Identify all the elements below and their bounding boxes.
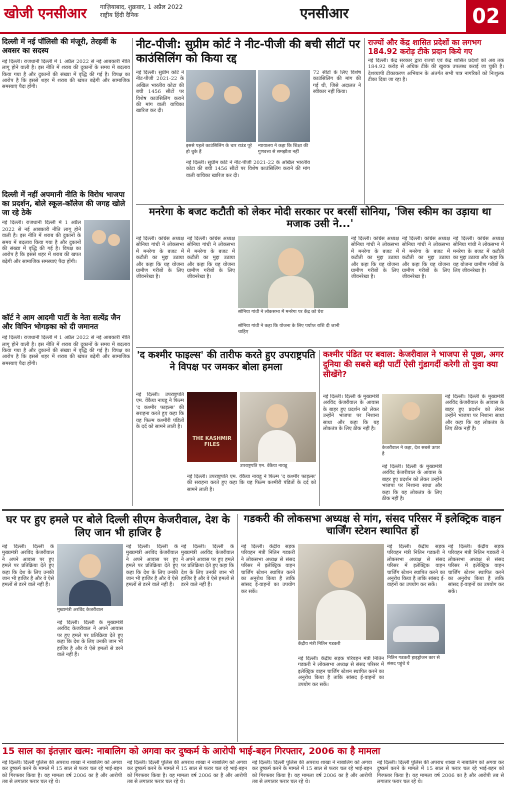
neet-headline: नीट-पीजी: सुप्रीम कोर्ट ने नीट-पीजी की बची सीटों पर काउंसिलिंग को किया रद्द <box>136 37 360 65</box>
kashmir-files-headline: 'द कश्मीर फाइल्स' की तारीफ करते हुए उपराष्ट्रपति ने विपक्ष पर जमकर बोला हमला <box>136 350 316 373</box>
sonia-body-col1: नई दिल्ली। कांग्रेस अध्यक्ष सोनिया गांधी ने लोकसभा में मनरेगा के बजट में कटौती का मुद्दा उठाया और कहा कि यह योजना ग्रामीण गरीबों के लिए जीवनरेखा है। <box>136 236 184 281</box>
sonia-photo-caption: सोनिया गांधी ने लोकसभा में मनरेगा पर केंद्र को घेरा <box>238 310 324 315</box>
kejriwal-pandit-body-col3: नई दिल्ली। दिल्ली के मुख्यमंत्री अरविंद केजरीवाल के आवास के बाहर हुए प्रदर्शन को लेकर उन्होंने भाजपा पर निशाना साधा और कहा कि यह लोकतंत्र के लिए ठीक नहीं है। <box>445 394 504 433</box>
kejriwal-attack-body-col4: नई दिल्ली। दिल्ली के मुख्यमंत्री अरविंद केजरीवाल ने अपने आवास पर हुए हमले पर प्रतिक्रिया देते हुए कहा कि देश के लिए उनकी जान भी हाजिर है और वे ऐसे हमलों से डरने वाले नहीं हैं। <box>181 544 234 589</box>
neet-students-photo <box>186 70 256 142</box>
kashmir-files-poster <box>187 392 237 462</box>
kejriwal-pandit-body-col1: नई दिल्ली। दिल्ली के मुख्यमंत्री अरविंद केजरीवाल के आवास के बाहर हुए प्रदर्शन को लेकर उन्होंने भाजपा पर निशाना साधा और कहा कि यह लोकतंत्र के लिए ठीक नहीं है। <box>323 394 379 433</box>
neet-body-cont: नई दिल्ली। सुप्रीम कोर्ट ने नीट-पीजी 2021-22 के अखिल भारतीय कोटा की बची 1456 सीटों पर विशेष काउंसिलिंग कराने की मांग वाली याचिका खारिज कर दी। <box>186 160 310 179</box>
vice-president-caption: उपराष्ट्रपति एम. वेंकैया नायडू <box>240 464 288 469</box>
kashmir-files-body-col1: नई दिल्ली। उपराष्ट्रपति एम. वेंकैया नायडू ने फिल्म 'द कश्मीर फाइल्स' की सराहना करते हुए कहा कि यह फिल्म कश्मीरी पंडितों के दर्द को सामने लाती है। <box>136 392 184 431</box>
kejriwal-attack-body-col1: नई दिल्ली। दिल्ली के मुख्यमंत्री अरविंद केजरीवाल ने अपने आवास पर हुए हमले पर प्रतिक्रिया देते हुए कहा कि देश के लिए उनकी जान भी हाजिर है और वे ऐसे हमलों से डरने वाले नहीं हैं। <box>2 544 54 589</box>
neet-protest-photo <box>258 70 310 142</box>
sonia-body-col4: नई दिल्ली। कांग्रेस अध्यक्ष सोनिया गांधी ने लोकसभा में मनरेगा के बजट में कटौती का मुद्दा उठाया और कहा कि यह योजना ग्रामीण गरीबों के लिए जीवनरेखा है। <box>402 236 450 281</box>
left-story3-headline: कॉर्ट ने आम आदमी पार्टी के नेता सत्येंद्र जैन और विपिन भोगड़का को दी जमानत <box>2 313 121 332</box>
sonia-headline: मनरेगा के बजट कटौती को लेकर मोदी सरकार पर बरसीं सोनिया, 'जिस स्कीम का उड़ाया था मजाक उसी ने...' <box>149 207 491 231</box>
bottom-body-col4: नई दिल्ली। दिल्ली पुलिस की अपराध शाखा ने नाबालिग को अगवा कर दुष्कर्म करने के मामले में 15 साल से फरार चल रहे भाई-बहन को गिरफ्तार किया है। यह मामला वर्ष 2006 का है और आरोपी तब से लगातार फरार चल रहे थे। <box>377 760 504 786</box>
sonia-body-col5: नई दिल्ली। कांग्रेस अध्यक्ष सोनिया गांधी ने लोकसभा में मनरेगा के बजट में कटौती का मुद्दा उठाया और कहा कि यह योजना ग्रामीण गरीबों के लिए जीवनरेखा है। <box>453 236 504 275</box>
left-story2-headline: दिल्ली में नहीं अपमानी नीति के विरोध भाजपा का प्रदर्शन, बोले स्कूल-कॉलेज की जगह खोले जा रहे ठेके <box>2 189 126 217</box>
bottom-body-col2: नई दिल्ली। दिल्ली पुलिस की अपराध शाखा ने नाबालिग को अगवा कर दुष्कर्म करने के मामले में 15 साल से फरार चल रहे भाई-बहन को गिरफ्तार किया है। यह मामला वर्ष 2006 का है और आरोपी तब से लगातार फरार चल रहे थे। <box>127 760 247 786</box>
neet-col3-body: 72 सीटों के लिए विशेष काउंसिलिंग की मांग की गई थी, जिसे अदालत ने स्वीकार नहीं किया। <box>313 70 361 96</box>
neet-photo2-caption: न्यायालय ने कहा कि शिक्षा की गुणवत्ता से समझौता नहीं <box>258 144 309 155</box>
gadkari-body-col2: नई दिल्ली। केंद्रीय सड़क परिवहन मंत्री नितिन गडकरी ने लोकसभा अध्यक्ष से संसद परिसर में इलेक्ट्रिक वाहन चार्जिंग स्टेशन स्थापित करने का अनुरोध किया है ताकि सांसद ई-वाहनों का उपयोग कर सकें। <box>298 656 384 688</box>
vaccine-body: नई दिल्ली। केंद्र सरकार द्वारा राज्यों एवं केंद्र शासित प्रदेशों को अब तक 184.92 करोड़ से अधिक टीके की खुराक उपलब्ध कराई जा चुकी है। देशव्यापी टीकाकरण अभियान के अंतर्गत सभी पात्र नागरिकों को निःशुल्क टीका दिया जा रहा है। <box>368 58 504 84</box>
hydrogen-car-photo <box>387 604 445 654</box>
sonia-body-col2: नई दिल्ली। कांग्रेस अध्यक्ष सोनिया गांधी ने लोकसभा में मनरेगा के बजट में कटौती का मुद्दा उठाया और कहा कि यह योजना ग्रामीण गरीबों के लिए जीवनरेखा है। <box>187 236 235 281</box>
issue-tagline: राष्ट्रीय हिंदी दैनिक <box>100 12 139 19</box>
bottom-headline-text: 15 साल का इंतज़ार खत्म: नाबालिग को अगवा कर दुष्कर्म के आरोपी भाई-बहन गिरफ्तार, 2006 का है मामला <box>2 746 381 757</box>
kashmir-files-body-col2: नई दिल्ली। उपराष्ट्रपति एम. वेंकैया नायडू ने फिल्म 'द कश्मीर फाइल्स' की सराहना करते हुए कहा कि यह फिल्म कश्मीरी पंडितों के दर्द को सामने लाती है। <box>187 474 316 493</box>
sonia-body-col3: नई दिल्ली। कांग्रेस अध्यक्ष सोनिया गांधी ने लोकसभा में मनरेगा के बजट में कटौती का मुद्दा उठाया और कहा कि यह योजना ग्रामीण गरीबों के लिए जीवनरेखा है। <box>351 236 399 281</box>
section-title: एनसीआर <box>300 6 349 22</box>
gadkari-photo-caption: केंद्रीय मंत्री नितिन गडकरी <box>298 642 341 647</box>
kejriwal-pandit-photo <box>382 394 442 444</box>
neet-body: नई दिल्ली। सुप्रीम कोर्ट ने नीट-पीजी 2021-22 के अखिल भारतीय कोटा की बची 1456 सीटों पर विशेष काउंसिलिंग कराने की मांग वाली याचिका खारिज कर दी। <box>136 70 184 115</box>
kejriwal-attack-body-col3: नई दिल्ली। दिल्ली के मुख्यमंत्री अरविंद केजरीवाल ने अपने आवास पर हुए हमले पर प्रतिक्रिया देते हुए कहा कि देश के लिए उनकी जान भी हाजिर है और वे ऐसे हमलों से डरने वाले नहीं हैं। <box>126 544 178 589</box>
kejriwal-attack-headline: घर पर हुए हमले पर बोले दिल्ली सीएम केजरीवाल, देश के लिए जान भी हाजिर है <box>6 514 230 539</box>
kejriwal-pandit-body-col2: नई दिल्ली। दिल्ली के मुख्यमंत्री अरविंद केजरीवाल के आवास के बाहर हुए प्रदर्शन को लेकर उन्होंने भाजपा पर निशाना साधा और कहा कि यह लोकतंत्र के लिए ठीक नहीं है। <box>382 464 442 503</box>
bottom-body-col3: नई दिल्ली। दिल्ली पुलिस की अपराध शाखा ने नाबालिग को अगवा कर दुष्कर्म करने के मामले में 15 साल से फरार चल रहे भाई-बहन को गिरफ्तार किया है। यह मामला वर्ष 2006 का है और आरोपी तब से लगातार फरार चल रहे थे। <box>252 760 372 786</box>
issue-meta <box>100 4 250 20</box>
gadkari-body-col3: नई दिल्ली। केंद्रीय सड़क परिवहन मंत्री नितिन गडकरी ने लोकसभा अध्यक्ष से संसद परिसर में इलेक्ट्रिक वाहन चार्जिंग स्टेशन स्थापित करने का अनुरोध किया है ताकि सांसद ई-वाहनों का उपयोग कर सकें। <box>387 544 445 589</box>
kejriwal-attack-body-col2: नई दिल्ली। दिल्ली के मुख्यमंत्री अरविंद केजरीवाल ने अपने आवास पर हुए हमले पर प्रतिक्रिया देते हुए कहा कि देश के लिए उनकी जान भी हाजिर है और वे ऐसे हमलों से डरने वाले नहीं हैं। <box>57 620 123 659</box>
page-number: 02 <box>466 0 506 32</box>
kejriwal-pandit-headline: कश्मीर पंडित पर बवाल: केजरीवाल ने भाजपा से पूछा, अगर दुनिया की सबसे बड़ी पार्टी ऐसी गुंडागर्दी करेगी तो युवा क्या सीखेंगे? <box>323 349 504 379</box>
gadkari-photo <box>298 544 384 640</box>
left-column <box>2 38 130 508</box>
kejriwal-pandit-caption: केजरीवाल ने कहा, देश सबसे ऊपर है <box>382 446 440 457</box>
sonia-photo <box>238 236 348 308</box>
issue-date-line: गाज़ियाबाद, शुक्रवार, 1 अप्रैल 2022 <box>100 4 183 11</box>
sonia-side-caption: सोनिया गांधी ने कहा कि योजना के लिए पर्याप्त राशि दी जानी चाहिए <box>238 324 340 335</box>
masthead <box>0 0 506 34</box>
newspaper-brand: खोजी एनसीआर <box>4 6 87 22</box>
neet-photo1-caption: इससे पहले काउंसिलिंग के चार राउंड पूरे हो चुके हैं <box>186 144 252 155</box>
left-story3-body: नई दिल्ली। राजधानी दिल्ली में 1 अप्रैल 2022 से नई आबकारी नीति लागू होने वाली है। इस नीति में शराब की दुकानों के समय में बदलाव किया गया है और दुकानों की संख्या में वृद्धि की गई है। विपक्ष का आरोप है कि इससे शहर में शराब की खपत बढ़ेगी और सामाजिक समस्याएं पैदा होंगी। <box>2 335 130 367</box>
kejriwal-photo-caption: मुख्यमंत्री अरविंद केजरीवाल <box>57 608 103 613</box>
kejriwal-photo <box>57 544 123 606</box>
hydrogen-car-caption: नितिन गडकरी हाइड्रोजन कार से संसद पहुंचे थे <box>387 656 440 667</box>
left-story1-headline: दिल्ली में नई पॉलिसी की मंजूरी, तेरहवीं के अवसर का सदस्य <box>2 37 117 55</box>
left-story1-body: नई दिल्ली। राजधानी दिल्ली में 1 अप्रैल 2022 से नई आबकारी नीति लागू होने वाली है। इस नीति में शराब की दुकानों के समय में बदलाव किया गया है और दुकानों की संख्या में वृद्धि की गई है। विपक्ष का आरोप है कि इससे शहर में शराब की खपत बढ़ेगी और सामाजिक समस्याएं पैदा होंगी। <box>2 58 130 91</box>
gadkari-body-col1: नई दिल्ली। केंद्रीय सड़क परिवहन मंत्री नितिन गडकरी ने लोकसभा अध्यक्ष से संसद परिसर में इलेक्ट्रिक वाहन चार्जिंग स्टेशन स्थापित करने का अनुरोध किया है ताकि सांसद ई-वाहनों का उपयोग कर सकें। <box>241 544 295 595</box>
bottom-body-col1: नई दिल्ली। दिल्ली पुलिस की अपराध शाखा ने नाबालिग को अगवा कर दुष्कर्म करने के मामले में 15 साल से फरार चल रहे भाई-बहन को गिरफ्तार किया है। यह मामला वर्ष 2006 का है और आरोपी तब से लगातार फरार चल रहे थे। <box>2 760 122 786</box>
gadkari-body-col4: नई दिल्ली। केंद्रीय सड़क परिवहन मंत्री नितिन गडकरी ने लोकसभा अध्यक्ष से संसद परिसर में इलेक्ट्रिक वाहन चार्जिंग स्टेशन स्थापित करने का अनुरोध किया है ताकि सांसद ई-वाहनों का उपयोग कर सकें। <box>448 544 504 595</box>
left-story2-body: नई दिल्ली। राजधानी दिल्ली में 1 अप्रैल 2022 से नई आबकारी नीति लागू होने वाली है। इस नीति में शराब की दुकानों के समय में बदलाव किया गया है और दुकानों की संख्या में वृद्धि की गई है। विपक्ष का आरोप है कि इससे शहर में शराब की खपत बढ़ेगी और सामाजिक समस्याएं पैदा होंगी। <box>2 220 81 265</box>
vice-president-photo <box>240 392 316 462</box>
gadkari-headline: गडकरी की लोकसभा अध्यक्ष से मांग, संसद परिसर में इलेक्ट्रिक वाहन चार्जिंग स्टेशन स्थापित हों <box>243 514 502 538</box>
poster-title: THE KASHMIR FILES <box>192 436 232 448</box>
protest-photo <box>84 220 130 280</box>
bottom-headline <box>2 746 504 757</box>
vaccine-headline: राज्यों और केंद्र शासित प्रदेशों का लगभग 184.92 करोड़ टीके प्रदान किये गए <box>368 38 482 57</box>
